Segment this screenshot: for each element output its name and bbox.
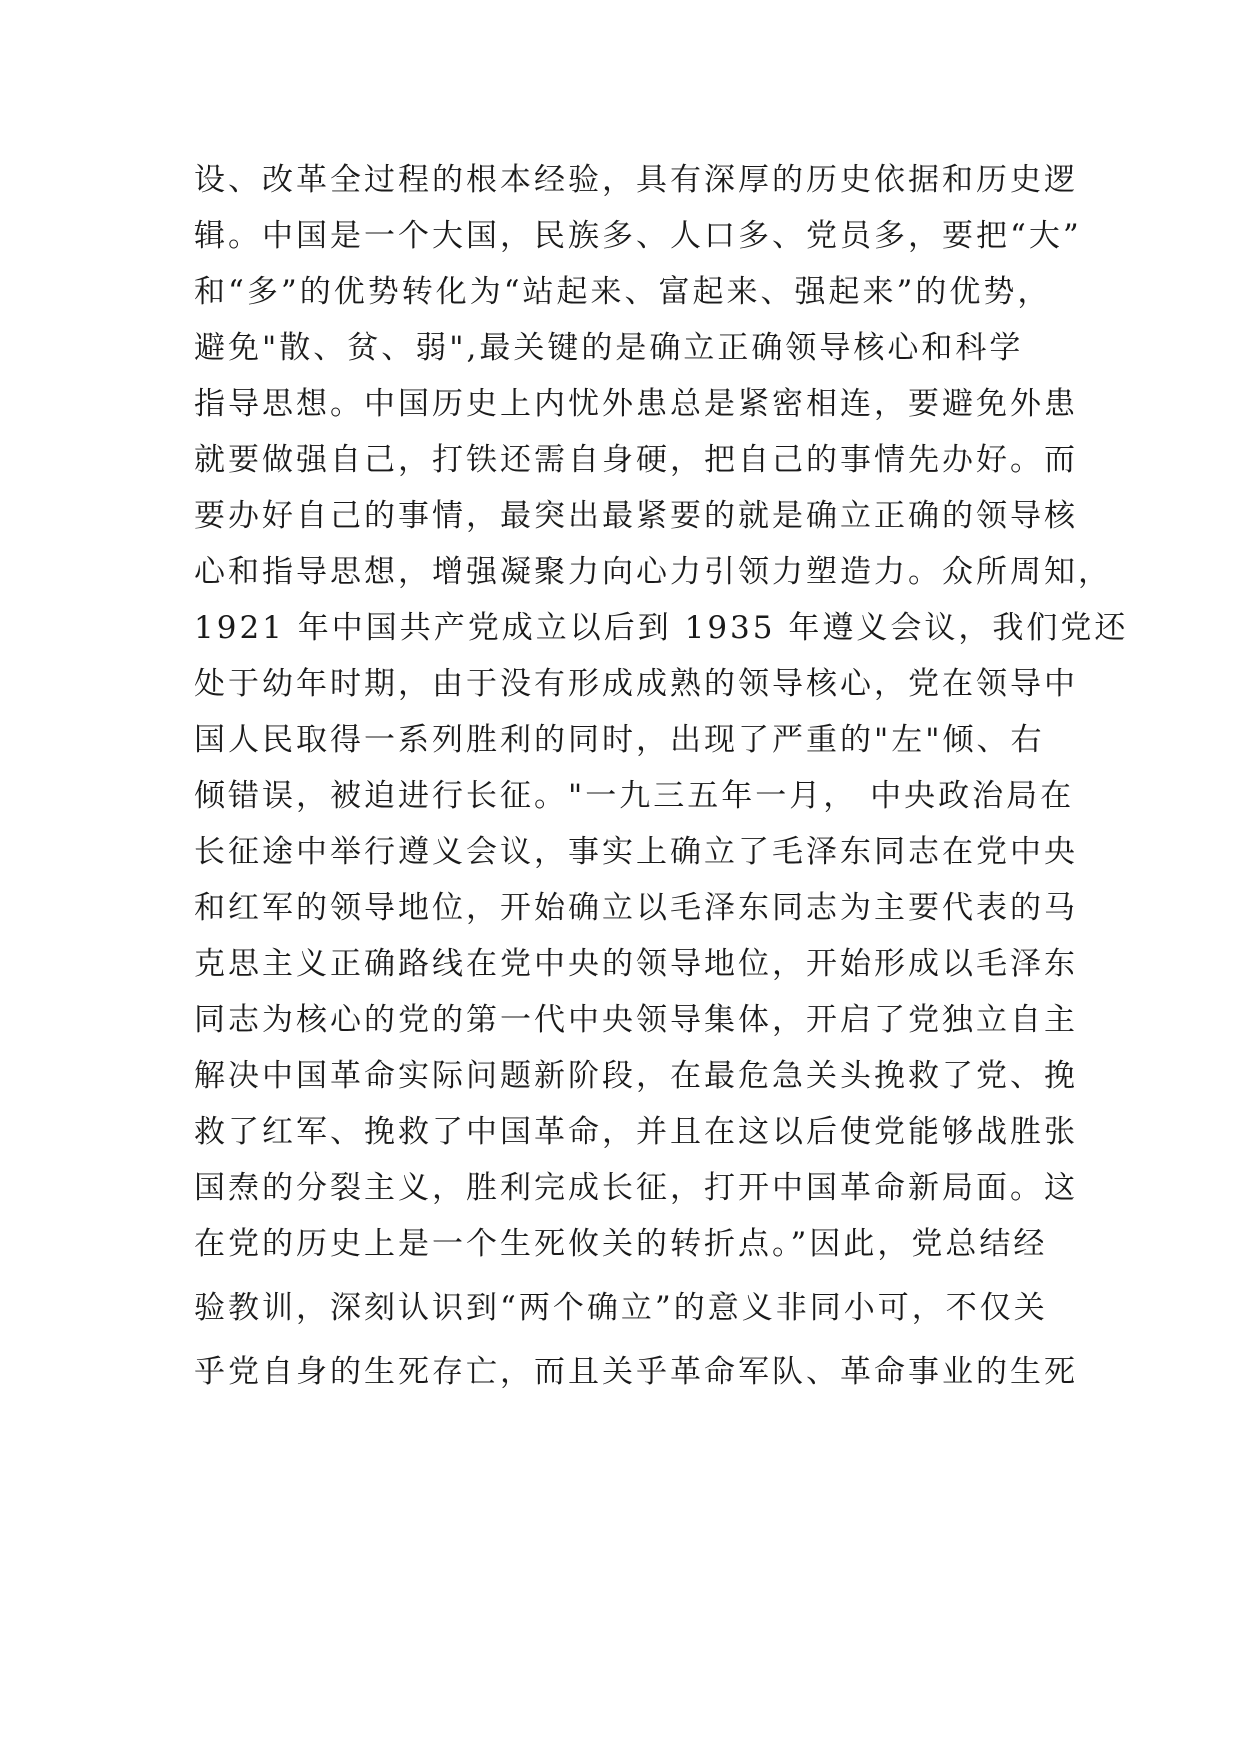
text-line: 验教训，深刻认识到“两个确立”的意义非同小可，不仅关 bbox=[194, 1290, 1048, 1326]
text-line: 在党的历史上是一个生死攸关的转折点。”因此，党总结经 bbox=[194, 1226, 1048, 1262]
text-line: 指导思想。中国历史上内忧外患总是紧密相连，要避免外患 bbox=[194, 386, 1078, 422]
text-line: 解决中国革命实际问题新阶段，在最危急关头挽救了党、挽 bbox=[194, 1058, 1078, 1094]
text-line: 和红军的领导地位，开始确立以毛泽东同志为主要代表的马 bbox=[194, 890, 1078, 926]
text-line: 辑。中国是一个大国，民族多、人口多、党员多，要把“大” bbox=[194, 218, 1082, 254]
text-line: 国人民取得一系列胜利的同时，出现了严重的"左"倾、右 bbox=[194, 722, 1045, 758]
text-line: 设、改革全过程的根本经验，具有深厚的历史依据和历史逻 bbox=[194, 162, 1078, 198]
text-line: 乎党自身的生死存亡，而且关乎革命军队、革命事业的生死 bbox=[194, 1354, 1078, 1390]
text-line: 和“多”的优势转化为“站起来、富起来、强起来”的优势， bbox=[194, 274, 1052, 310]
text-line: 克思主义正确路线在党中央的领导地位，开始形成以毛泽东 bbox=[194, 946, 1078, 982]
text-line: 1921 年中国共产党成立以后到 1935 年遵义会议，我们党还 bbox=[194, 610, 1129, 646]
text-line: 长征途中举行遵义会议，事实上确立了毛泽东同志在党中央 bbox=[194, 834, 1078, 870]
text-line: 救了红军、挽救了中国革命，并且在这以后使党能够战胜张 bbox=[194, 1114, 1078, 1150]
text-line: 倾错误，被迫进行长征。"一九三五年一月， 中央政治局在 bbox=[194, 778, 1075, 814]
text-line: 同志为核心的党的第一代中央领导集体，开启了党独立自主 bbox=[194, 1002, 1078, 1038]
text-line: 心和指导思想，增强凝聚力向心力引领力塑造力。众所周知， bbox=[194, 554, 1112, 590]
text-line: 避免"散、贫、弱",最关键的是确立正确领导核心和科学 bbox=[194, 330, 1024, 366]
text-line: 要办好自己的事情，最突出最紧要的就是确立正确的领导核 bbox=[194, 498, 1078, 534]
text-line: 国焘的分裂主义，胜利完成长征，打开中国革命新局面。这 bbox=[194, 1170, 1078, 1206]
text-line: 就要做强自己，打铁还需自身硬，把自己的事情先办好。而 bbox=[194, 442, 1078, 478]
text-line: 处于幼年时期，由于没有形成成熟的领导核心，党在领导中 bbox=[194, 666, 1078, 702]
